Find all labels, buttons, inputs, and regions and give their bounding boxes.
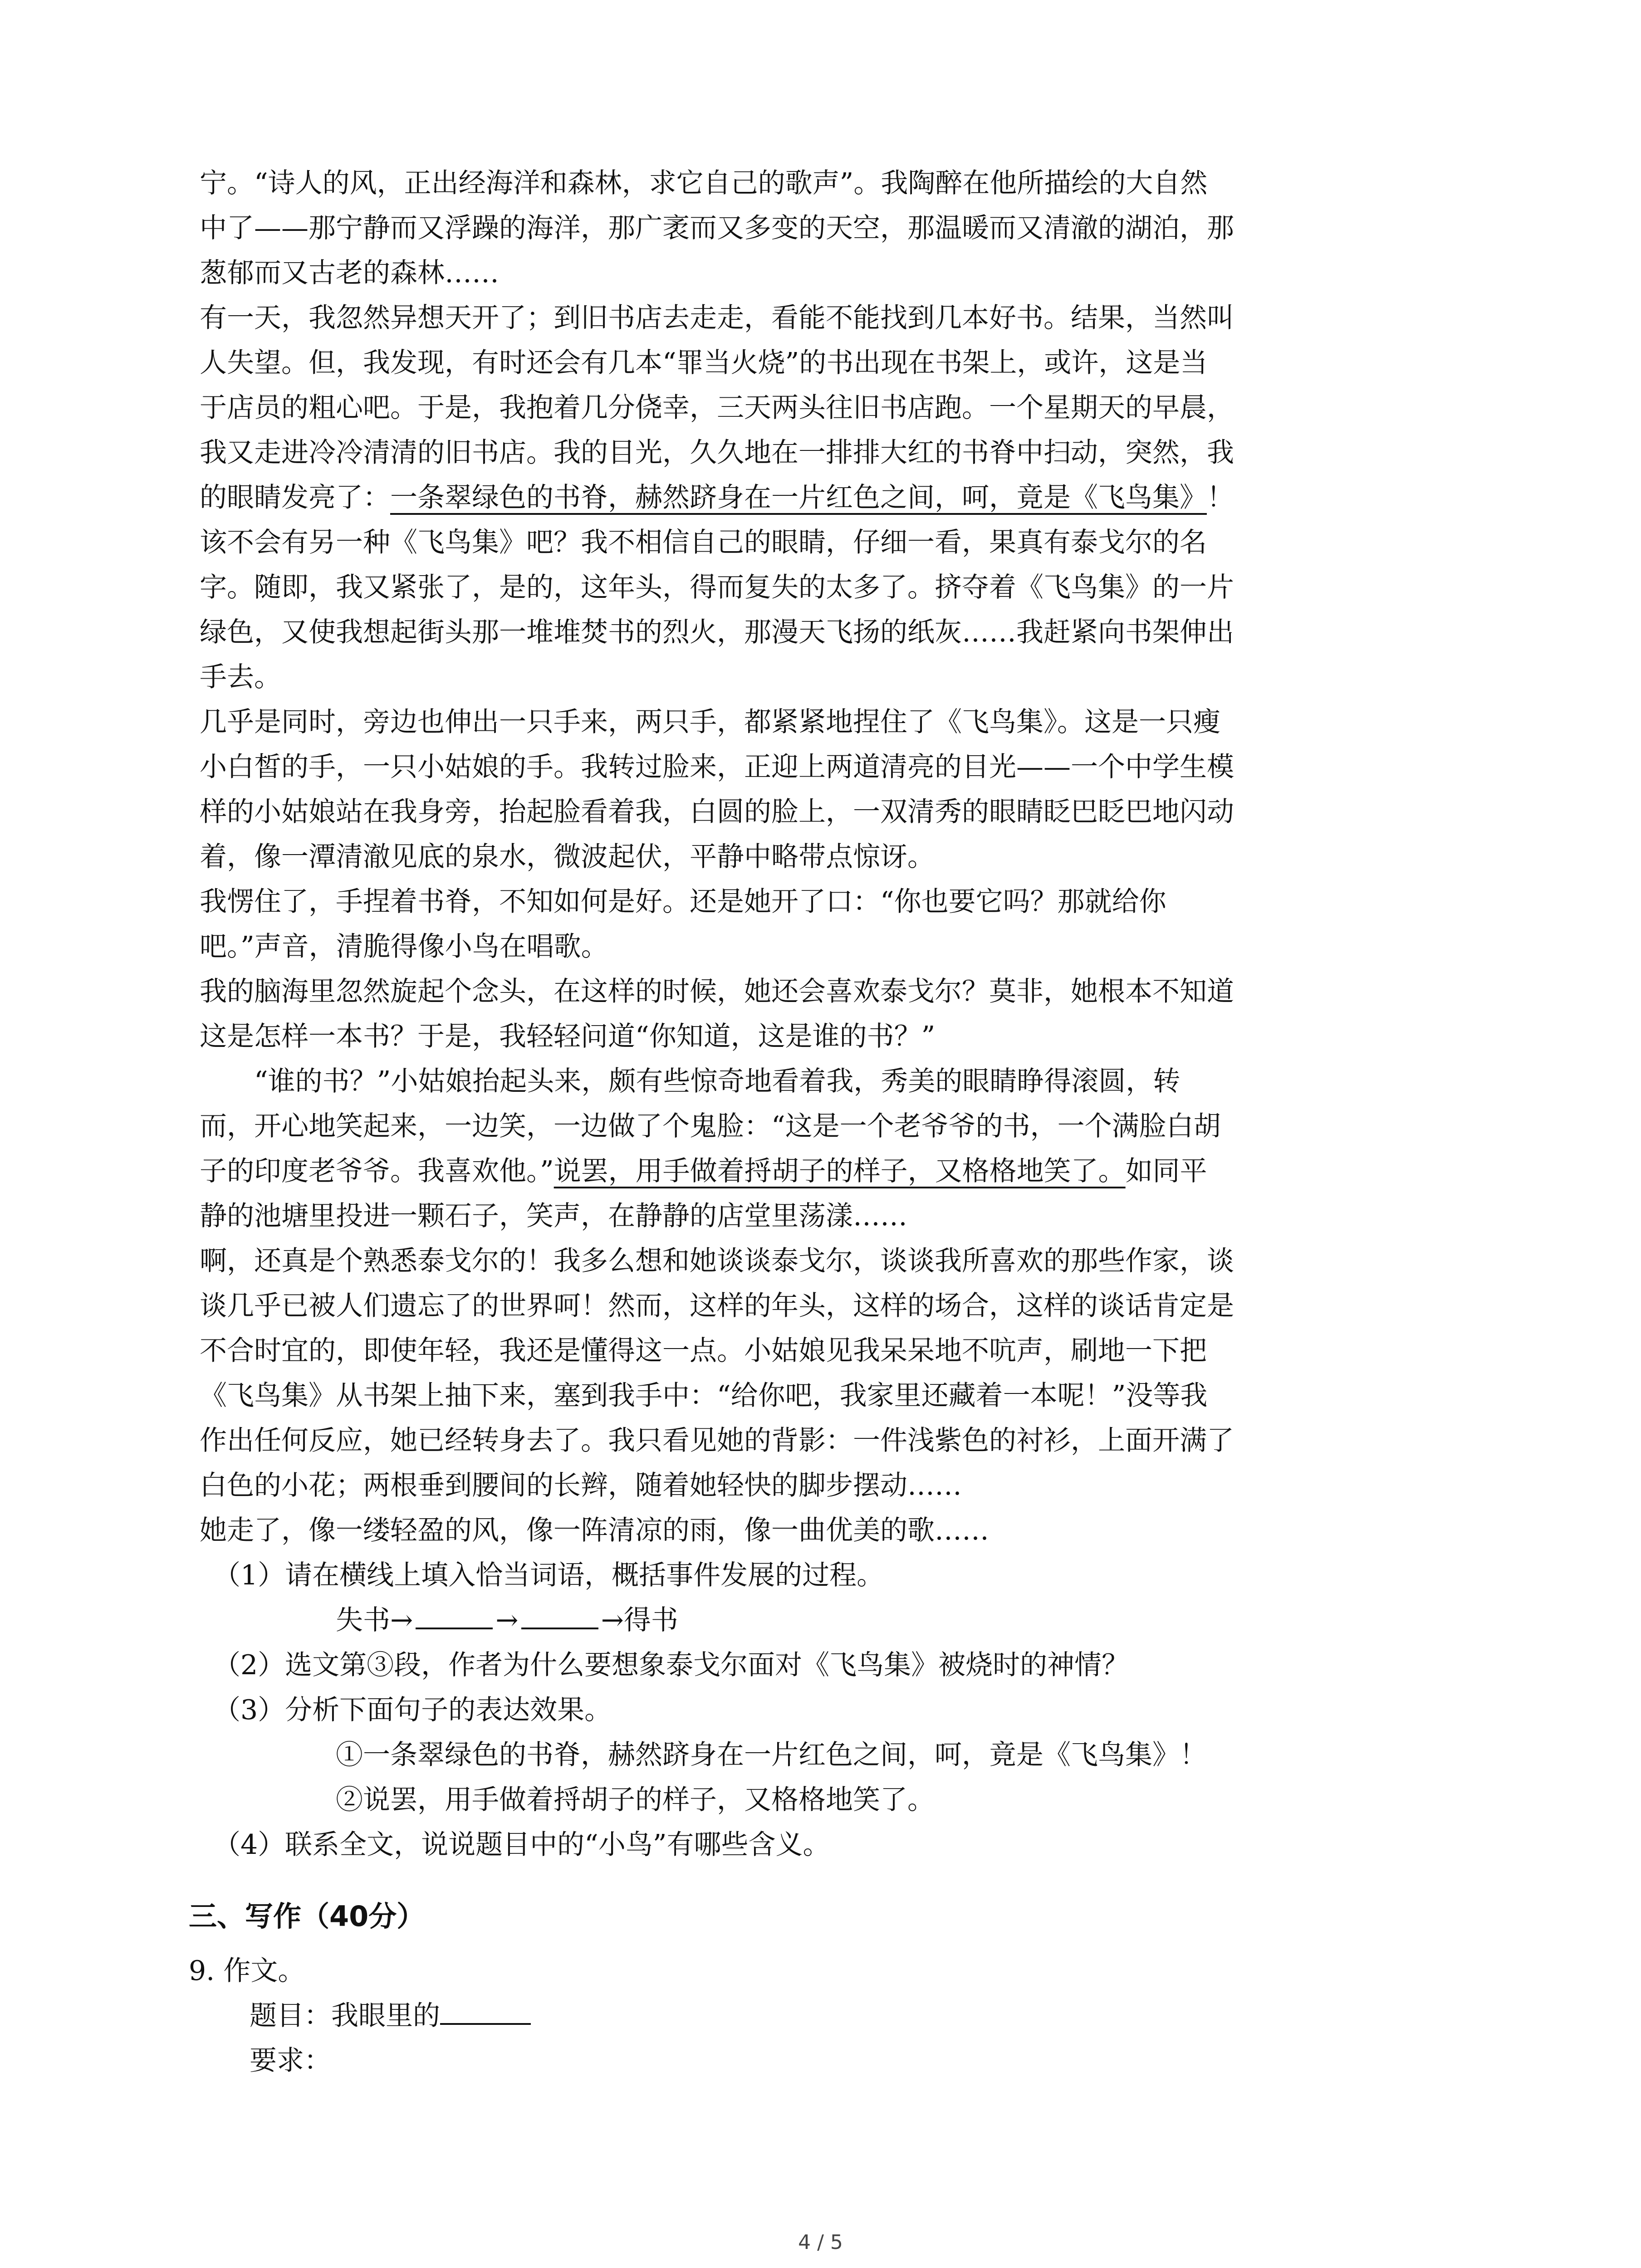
passage-text: 如同平 [1125, 1155, 1207, 1187]
question-3: （3）分析下面句子的表达效果。 [213, 1694, 612, 1726]
question-4: （4）联系全文，说说题目中的“小鸟”有哪些含义。 [213, 1829, 830, 1861]
passage-text: ！ [1207, 482, 1234, 513]
passage-line: 葱郁而又古老的森林…… [200, 257, 499, 289]
passage-line: 啊，还真是个熟悉泰戈尔的！我多么想和她谈谈泰戈尔，谈谈我所喜欢的那些作家，谈 [200, 1245, 1234, 1277]
passage-line: 白色的小花；两根垂到腰间的长辫，随着她轻快的脚步摆动…… [200, 1470, 962, 1501]
underlined-sentence-1: 一条翠绿色的书脊，赫然跻身在一片红色之间，呵，竟是《飞鸟集》 [390, 482, 1207, 513]
passage-line: 人失望。但，我发现，有时还会有几本“罪当火烧”的书出现在书架上，或许，这是当 [200, 347, 1208, 379]
passage-line: 几乎是同时，旁边也伸出一只手来，两只手，都紧紧地捏住了《飞鸟集》。这是一只瘦 [200, 706, 1220, 738]
passage-text: 的眼睛发亮了： [200, 482, 390, 513]
passage-line: 字。随即，我又紧张了，是的，这年头，得而复失的太多了。挤夺着《飞鸟集》的一片 [200, 572, 1234, 603]
underlined-sentence-2: 说罢，用手做着捋胡子的样子，又格格地笑了。 [554, 1155, 1126, 1187]
passage-line: 宁。“诗人的风，正出经海洋和森林，求它自己的歌声”。我陶醉在他所描绘的大自然 [200, 167, 1208, 199]
passage-line: 谈几乎已被人们遗忘了的世界呵！然而，这样的年头，这样的场合，这样的谈话肯定是 [200, 1290, 1234, 1322]
question-3-sentence-b: ②说罢，用手做着捋胡子的样子，又格格地笑了。 [336, 1784, 935, 1816]
passage-line: “谁的书？”小姑娘抬起头来，颇有些惊奇地看着我，秀美的眼睛睁得滚圆，转 [254, 1066, 1181, 1097]
passage-line: 不合时宜的，即使年轻，我还是懂得这一点。小姑娘见我呆呆地不吭声，刷地一下把 [200, 1335, 1207, 1367]
passage-line: 有一天，我忽然异想天开了；到旧书店去走走，看能不能找到几本好书。结果，当然叫 [200, 302, 1234, 334]
passage-text: 子的印度老爷爷。我喜欢他。” [200, 1155, 554, 1187]
passage-line: 小白皙的手，一只小姑娘的手。我转过脸来，正迎上两道清亮的目光——一个中学生模 [200, 751, 1234, 783]
passage-line: 作出任何反应，她已经转身去了。我只看见她的背影：一件浅紫色的衬衫，上面开满了 [200, 1425, 1234, 1457]
flow-arrow: → [495, 1604, 519, 1636]
page-number: 4 / 5 [798, 2231, 843, 2254]
question-2: （2）选文第③段，作者为什么要想象泰戈尔面对《飞鸟集》被烧时的神情？ [213, 1649, 1129, 1681]
question-1-flow [200, 1598, 1440, 1643]
essay-title-blank[interactable] [440, 1996, 531, 2025]
essay-item: 9. 作文。 [189, 1955, 305, 1987]
passage-line: 静的池塘里投进一颗石子，笑声，在静静的店堂里荡漾…… [200, 1200, 907, 1232]
passage-line [200, 1149, 1440, 1194]
passage-line: 中了——那宁静而又浮躁的海洋，那广袤而又多变的天空，那温暖而又清澈的湖泊，那 [200, 212, 1234, 244]
essay-requirements-label: 要求： [250, 2045, 331, 2077]
passage-line: 吧。”声音，清脆得像小鸟在唱歌。 [200, 931, 608, 963]
flow-start-label: 失书→ [336, 1604, 413, 1636]
passage-line: 我的脑海里忽然旋起个念头，在这样的时候，她还会喜欢泰戈尔？莫非，她根本不知道 [200, 976, 1234, 1007]
passage-line: 绿色，又使我想起街头那一堆堆焚书的烈火，那漫天飞扬的纸灰……我赶紧向书架伸出 [200, 616, 1234, 648]
passage-line: 该不会有另一种《飞鸟集》吧？我不相信自己的眼睛，仔细一看，果真有泰戈尔的名 [200, 527, 1207, 558]
essay-title-line [200, 1994, 1440, 2038]
section-heading-writing: 三、写作（40分） [189, 1900, 425, 1933]
passage-line: 而，开心地笑起来，一边笑，一边做了个鬼脸：“这是一个老爷爷的书，一个满脸白胡 [200, 1110, 1221, 1142]
essay-title-label: 题目：我眼里的 [250, 2000, 440, 2032]
passage-line [200, 475, 1440, 520]
passage-line: 我愣住了，手捏着书脊，不知如何是好。还是她开了口：“你也要它吗？那就给你 [200, 886, 1166, 918]
question-1: （1）请在横线上填入恰当词语，概括事件发展的过程。 [213, 1559, 884, 1591]
passage-line: 样的小姑娘站在我身旁，抬起脸看着我，白圆的脸上，一双清秀的眼睛眨巴眨巴地闪动 [200, 796, 1234, 828]
flow-end-label: →得书 [601, 1604, 678, 1636]
passage-line: 着，像一潭清澈见底的泉水，微波起伏，平静中略带点惊讶。 [200, 841, 935, 873]
passage-line: 于店员的粗心吧。于是，我抱着几分侥幸，三天两头往旧书店跑。一个星期天的早晨， [200, 392, 1234, 424]
passage-line: 这是怎样一本书？于是，我轻轻问道“你知道，这是谁的书？” [200, 1021, 936, 1052]
question-3-sentence-a: ①一条翠绿色的书脊，赫然跻身在一片红色之间，呵，竟是《飞鸟集》！ [336, 1739, 1207, 1771]
answer-blank-2[interactable] [521, 1600, 598, 1629]
answer-blank-1[interactable] [416, 1600, 493, 1629]
passage-line: 手去。 [200, 661, 281, 693]
page-content [189, 161, 1440, 2083]
passage-line: 她走了，像一缕轻盈的风，像一阵清凉的雨，像一曲优美的歌…… [200, 1515, 989, 1546]
passage-line: 《飞鸟集》从书架上抽下来，塞到我手中：“给你吧，我家里还藏着一本呢！”没等我 [200, 1380, 1208, 1412]
passage-line: 我又走进冷冷清清的旧书店。我的目光，久久地在一排排大红的书脊中扫动，突然，我 [200, 437, 1234, 469]
